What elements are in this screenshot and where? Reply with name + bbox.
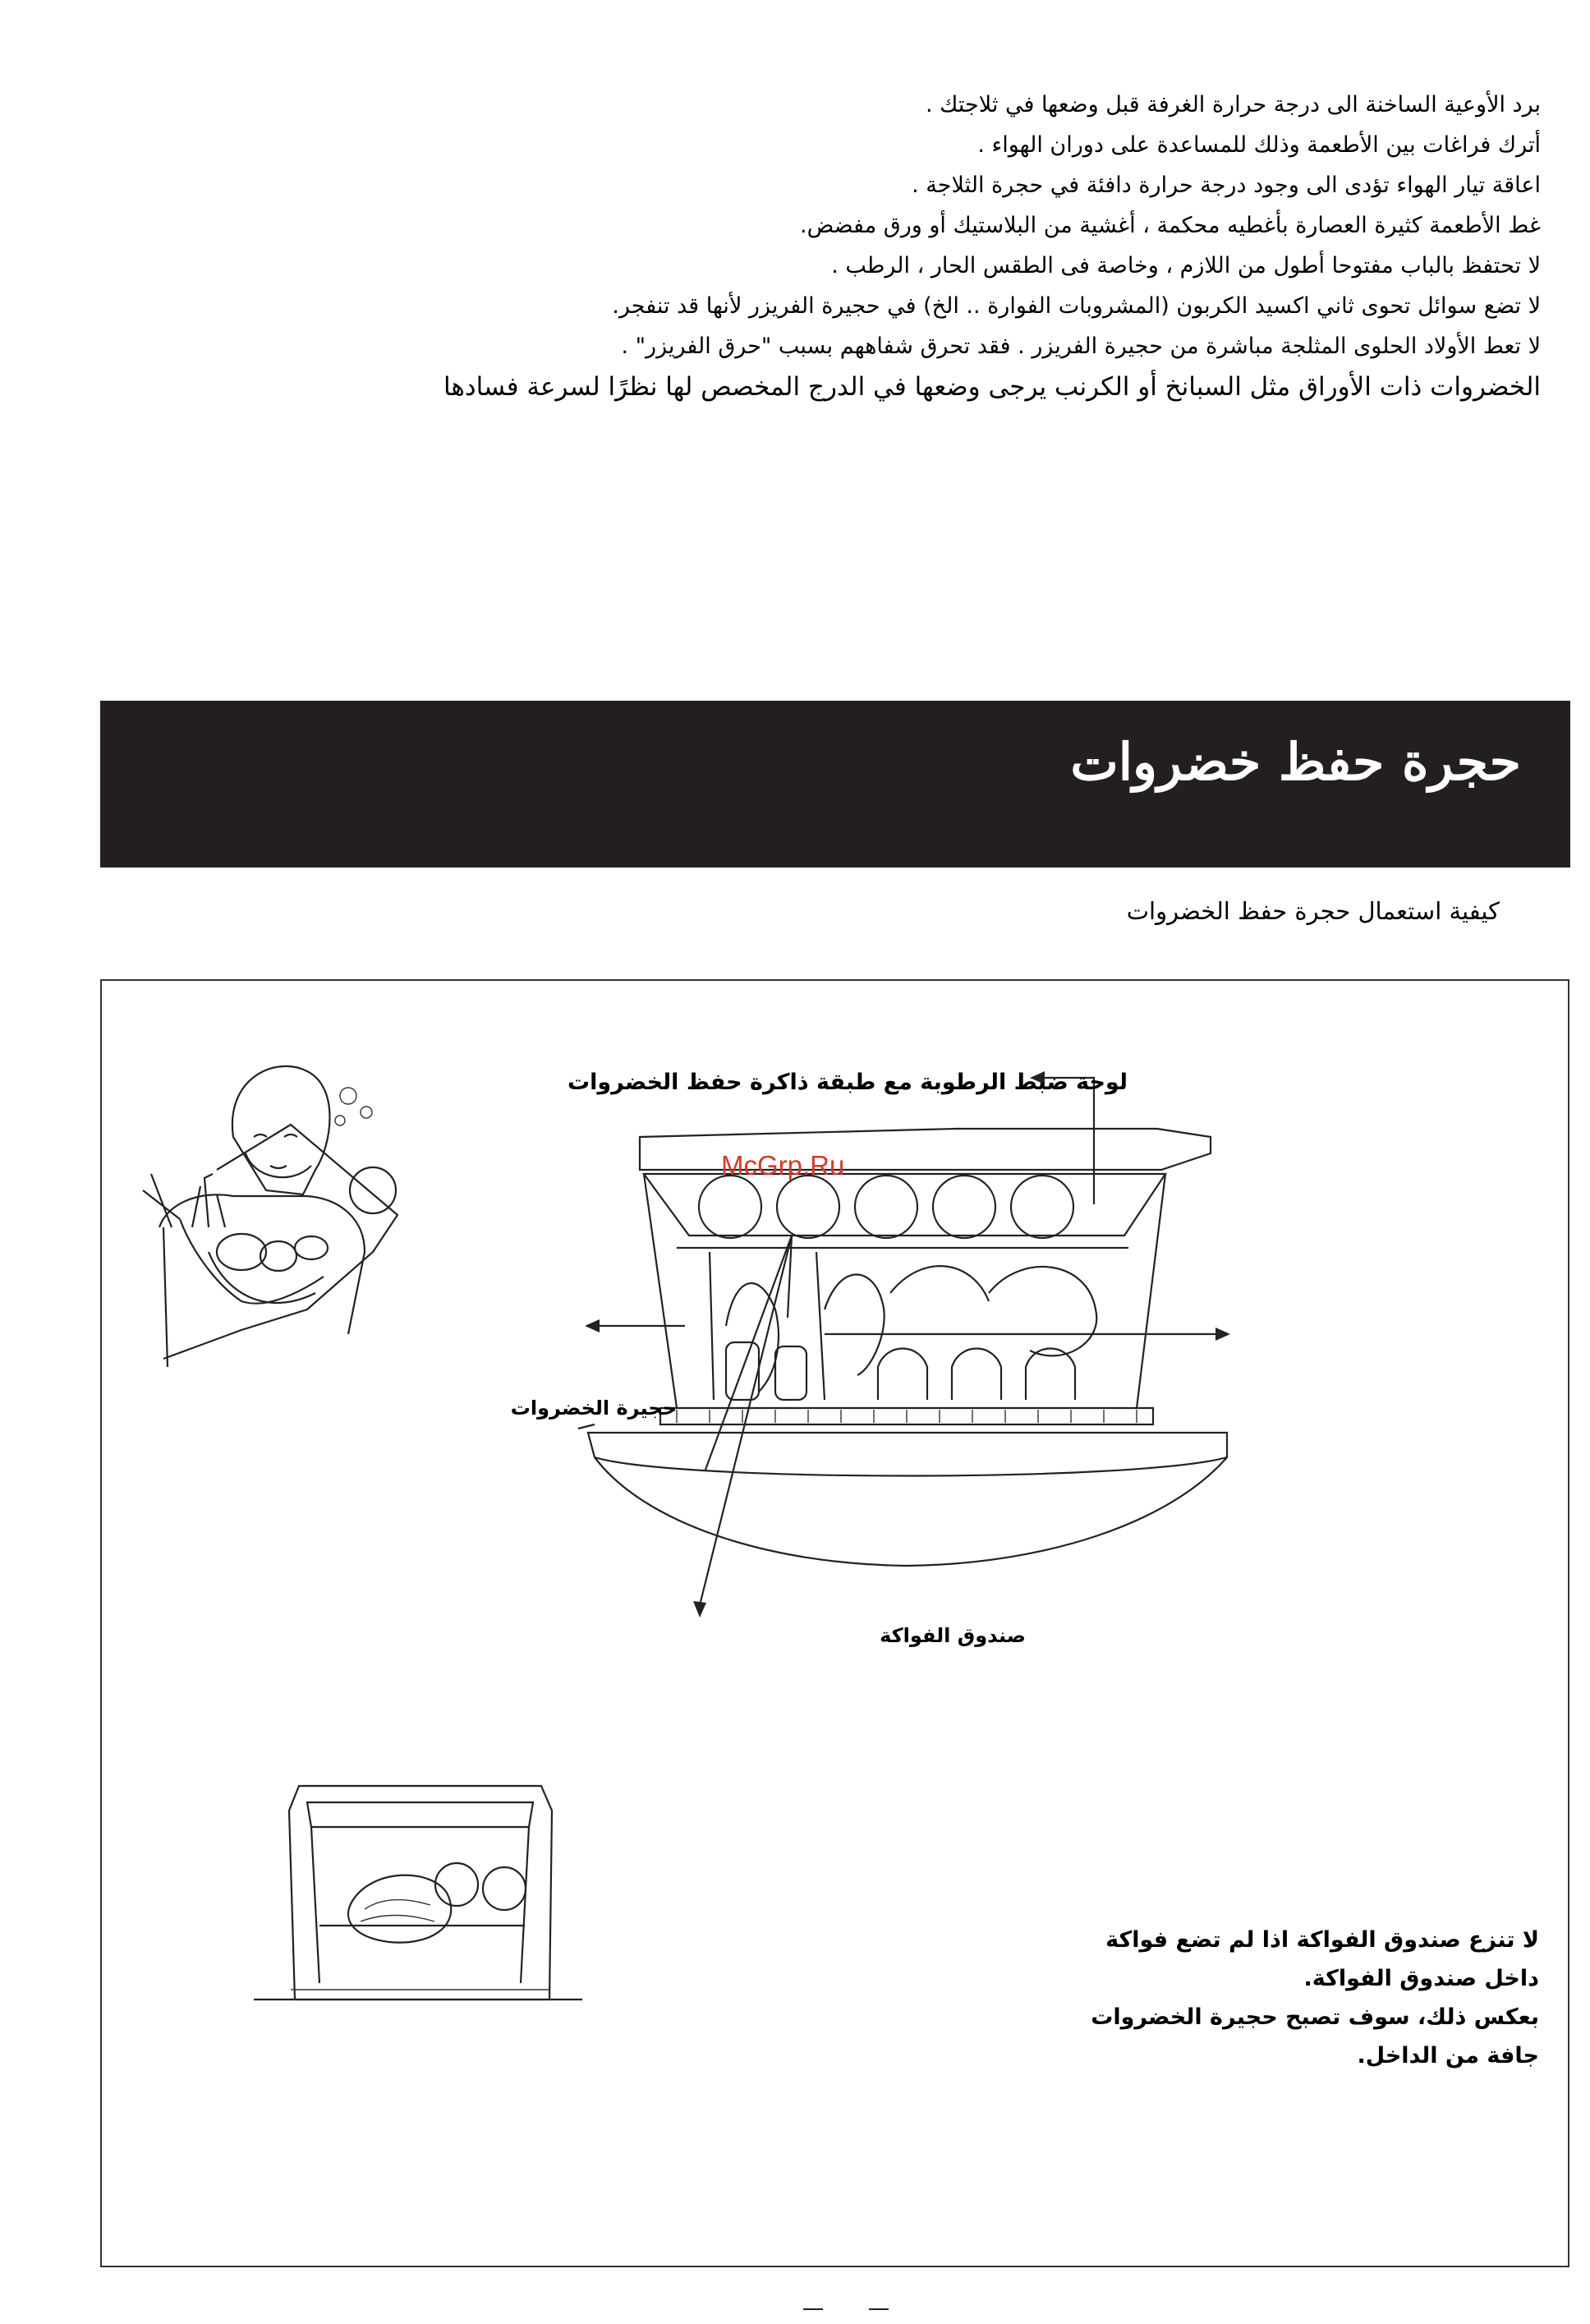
note-line: بعكس ذلك، سوف تصبح حجيرة الخضروات xyxy=(1091,2004,1539,2030)
section-subtitle: كيفية استعمال حجرة حفظ الخضروات xyxy=(1126,897,1500,925)
tip-item: لا تضع سوائل تحوى ثاني اكسيد الكربون (المشروبات الفوارة .. الخ) في حجيرة الفريزر لأنها قد تنفجر. xyxy=(612,293,1541,319)
page-mark-right xyxy=(869,2308,889,2310)
vegetable-drawer-label: حجيرة الخضروات xyxy=(510,1397,677,1420)
vegetable-drawer-illustration xyxy=(588,1129,1227,1566)
tip-item: برد الأوعية الساخنة الى درجة حرارة الغرفة قبل وضعها في ثلاجتك . xyxy=(925,92,1541,117)
fruit-box-illustration xyxy=(254,1786,582,2000)
tip-item: لا تعط الأولاد الحلوى المثلجة مباشرة من حجيرة الفريزر . فقد تحرق شفاههم بسبب "حرق الفريزر" . xyxy=(621,334,1541,359)
leader-lines xyxy=(578,1071,1230,1618)
note-line: داخل صندوق الفواكة. xyxy=(1303,1966,1539,1991)
note-line: لا تنزع صندوق الفواكة اذا لم تضع فواكة xyxy=(1105,1927,1539,1953)
fruit-box-note xyxy=(1079,1921,1539,2075)
note-line: جافة من الداخل. xyxy=(1357,2043,1539,2069)
tip-item: أترك فراغات بين الأطعمة وذلك للمساعدة على دوران الهواء . xyxy=(977,132,1541,158)
tip-item: غط الأطعمة كثيرة العصارة بأغطيه محكمة ، أغشية من البلاستيك أو ورق مفضض. xyxy=(799,213,1541,238)
tip-item: الخضروات ذات الأوراق مثل السبانخ أو الكرنب يرجى وضعها في الدرج المخصص لها نظرًا لسرعة فسادها xyxy=(443,372,1541,402)
tip-item: لا تحتفظ بالباب مفتوحا أطول من اللازم ، وخاصة فى الطقس الحار ، الرطب . xyxy=(831,253,1541,278)
section-banner xyxy=(100,701,1570,867)
watermark-text: McGrp.Ru xyxy=(721,1150,845,1180)
page-mark-left xyxy=(803,2308,823,2310)
humidity-panel-label: لوحة ضبط الرطوبة مع طبقة ذاكرة حفظ الخضروات xyxy=(568,1070,1128,1095)
tips-list xyxy=(309,92,1541,423)
tip-item: اعاقة تيار الهواء تؤدى الى وجود درجة حرارة دافئة في حجرة الثلاجة . xyxy=(912,173,1541,198)
section-title: حجرة حفظ خضروات xyxy=(1070,732,1521,792)
woman-with-vegetables-illustration xyxy=(143,1066,398,1367)
fruit-box-label: صندوق الفواكة xyxy=(880,1624,1026,1647)
